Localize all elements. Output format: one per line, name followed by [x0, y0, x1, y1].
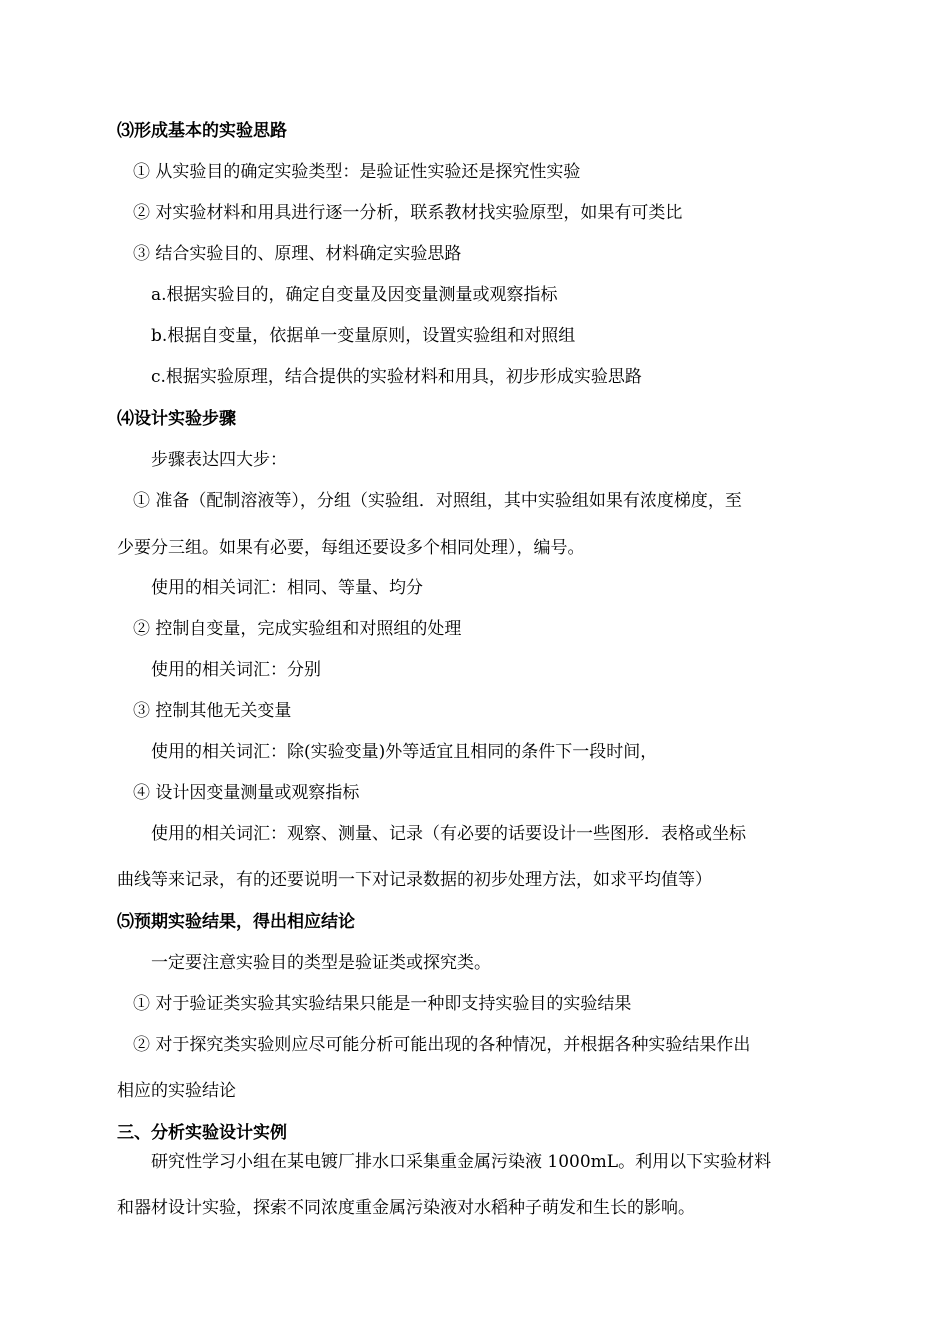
list-item: ① 对于验证类实验其实验结果只能是一种即支持实验目的实验结果 [133, 994, 632, 1014]
sub-list-item: b.根据自变量，依据单一变量原则，设置实验组和对照组 [151, 326, 576, 346]
vocab-note: 使用的相关词汇：相同、等量、均分 [151, 578, 423, 598]
list-item: ③ 控制其他无关变量 [133, 701, 292, 721]
paragraph: 一定要注意实验目的类型是验证类或探究类。 [151, 953, 491, 973]
list-item: ① 从实验目的确定实验类型：是验证性实验还是探究性实验 [133, 162, 581, 182]
list-item: ② 对于探究类实验则应尽可能分析可能出现的各种情况，并根据各种实验结果作出 [133, 1035, 751, 1055]
sub-list-item: c.根据实验原理，结合提供的实验材料和用具，初步形成实验思路 [151, 367, 642, 387]
list-item-continuation: 少要分三组。如果有必要，每组还要设多个相同处理），编号。 [117, 538, 585, 558]
vocab-note-continuation: 曲线等来记录，有的还要说明一下对记录数据的初步处理方法，如求平均值等） [117, 870, 712, 890]
vocab-note: 使用的相关词汇：观察、测量、记录（有必要的话要设计一些图形．表格或坐标 [151, 824, 746, 844]
list-item: ② 对实验材料和用具进行逐一分析，联系教材找实验原型，如果有可类比 [133, 203, 683, 223]
list-item: ④ 设计因变量测量或观察指标 [133, 783, 360, 803]
section-5-heading: ⑸预期实验结果，得出相应结论 [117, 912, 355, 932]
paragraph: 步骤表达四大步： [151, 450, 287, 470]
list-item: ② 控制自变量，完成实验组和对照组的处理 [133, 619, 462, 639]
paragraph: 研究性学习小组在某电镀厂排水口采集重金属污染液 1000mL。利用以下实验材料 [151, 1152, 772, 1172]
list-item: ① 准备（配制溶液等），分组（实验组．对照组，其中实验组如果有浓度梯度，至 [133, 491, 742, 511]
vocab-note: 使用的相关词汇：分别 [151, 660, 321, 680]
section-4-heading: ⑷设计实验步骤 [117, 409, 236, 429]
section-3-heading: ⑶形成基本的实验思路 [117, 121, 287, 141]
sub-list-item: a.根据实验目的，确定自变量及因变量测量或观察指标 [151, 285, 558, 305]
part-3-heading: 三、分析实验设计实例 [117, 1123, 287, 1143]
vocab-note: 使用的相关词汇：除(实验变量)外等适宜且相同的条件下一段时间， [151, 742, 658, 762]
list-item: ③ 结合实验目的、原理、材料确定实验思路 [133, 244, 462, 264]
list-item-continuation: 相应的实验结论 [117, 1081, 236, 1101]
paragraph-continuation: 和器材设计实验，探索不同浓度重金属污染液对水稻种子萌发和生长的影响。 [117, 1198, 695, 1218]
